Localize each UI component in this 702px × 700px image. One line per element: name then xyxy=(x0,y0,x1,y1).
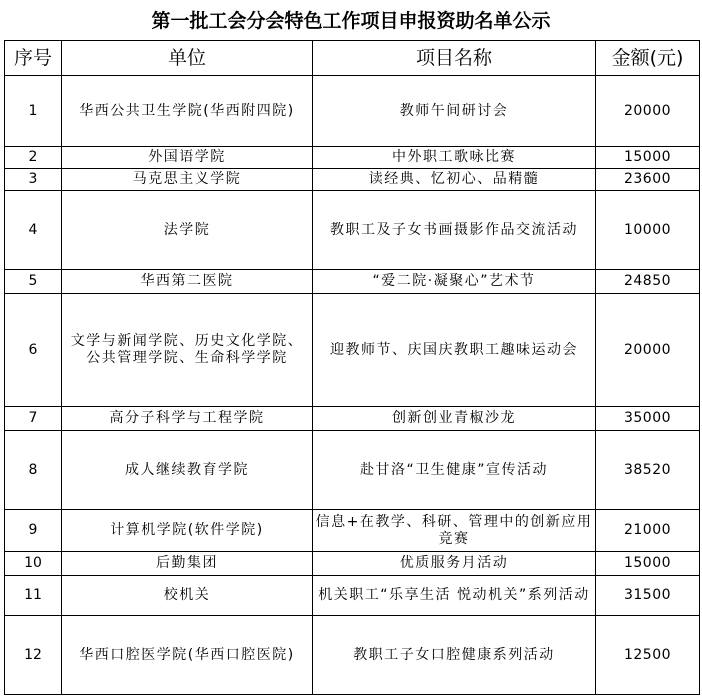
row-index: 5 xyxy=(5,270,62,294)
row-project: 创新创业青椒沙龙 xyxy=(313,407,596,431)
row-index: 4 xyxy=(5,191,62,270)
row-index: 7 xyxy=(5,407,62,431)
row-amount: 31500 xyxy=(596,576,700,616)
row-index: 6 xyxy=(5,294,62,407)
row-unit: 华西公共卫生学院(华西附四院) xyxy=(62,76,313,147)
row-amount: 21000 xyxy=(596,510,700,552)
header-amount: 金额(元) xyxy=(596,41,700,76)
table-row xyxy=(5,270,700,294)
row-index: 12 xyxy=(5,616,62,695)
row-unit: 高分子科学与工程学院 xyxy=(62,407,313,431)
row-project: 教职工及子女书画摄影作品交流活动 xyxy=(313,191,596,270)
row-project: 迎教师节、庆国庆教职工趣味运动会 xyxy=(313,294,596,407)
row-project: 赴甘洛“卫生健康”宣传活动 xyxy=(313,431,596,510)
row-amount: 23600 xyxy=(596,169,700,191)
table-row xyxy=(5,294,700,407)
row-amount: 38520 xyxy=(596,431,700,510)
table-row xyxy=(5,76,700,147)
row-amount: 15000 xyxy=(596,552,700,576)
row-unit: 成人继续教育学院 xyxy=(62,431,313,510)
row-unit: 后勤集团 xyxy=(62,552,313,576)
row-index: 3 xyxy=(5,169,62,191)
row-project: 教师午间研讨会 xyxy=(313,76,596,147)
row-project: 优质服务月活动 xyxy=(313,552,596,576)
row-index: 9 xyxy=(5,510,62,552)
row-unit: 外国语学院 xyxy=(62,147,313,169)
row-project: 机关职工“乐享生活 悦动机关”系列活动 xyxy=(313,576,596,616)
row-unit: 校机关 xyxy=(62,576,313,616)
row-unit: 华西第二医院 xyxy=(62,270,313,294)
row-project: 教职工子女口腔健康系列活动 xyxy=(313,616,596,695)
row-amount: 20000 xyxy=(596,294,700,407)
row-amount: 15000 xyxy=(596,147,700,169)
row-index: 11 xyxy=(5,576,62,616)
row-index: 8 xyxy=(5,431,62,510)
table-row xyxy=(5,510,700,552)
page-title: 第一批工会分会特色工作项目申报资助名单公示 xyxy=(151,10,551,32)
row-project: 信息+在教学、科研、管理中的创新应用竞赛 xyxy=(313,510,596,552)
row-amount: 35000 xyxy=(596,407,700,431)
row-amount: 20000 xyxy=(596,76,700,147)
row-project: “爱二院·凝聚心”艺术节 xyxy=(313,270,596,294)
table-row xyxy=(5,616,700,695)
header-index: 序号 xyxy=(5,41,62,76)
row-unit: 法学院 xyxy=(62,191,313,270)
table-row xyxy=(5,576,700,616)
table-row xyxy=(5,147,700,169)
row-amount: 10000 xyxy=(596,191,700,270)
row-unit: 文学与新闻学院、历史文化学院、公共管理学院、生命科学学院 xyxy=(62,294,313,407)
row-index: 1 xyxy=(5,76,62,147)
header-unit: 单位 xyxy=(62,41,313,76)
table-row xyxy=(5,169,700,191)
row-project: 读经典、忆初心、品精髓 xyxy=(313,169,596,191)
row-unit: 马克思主义学院 xyxy=(62,169,313,191)
row-unit: 华西口腔医学院(华西口腔医院) xyxy=(62,616,313,695)
row-unit: 计算机学院(软件学院) xyxy=(62,510,313,552)
table-row xyxy=(5,552,700,576)
table-header-row xyxy=(5,41,700,76)
grant-list-table xyxy=(4,40,700,695)
header-project: 项目名称 xyxy=(313,41,596,76)
table-row xyxy=(5,431,700,510)
table-row xyxy=(5,191,700,270)
row-project: 中外职工歌咏比赛 xyxy=(313,147,596,169)
row-amount: 24850 xyxy=(596,270,700,294)
table-row xyxy=(5,407,700,431)
row-amount: 12500 xyxy=(596,616,700,695)
row-index: 2 xyxy=(5,147,62,169)
row-index: 10 xyxy=(5,552,62,576)
